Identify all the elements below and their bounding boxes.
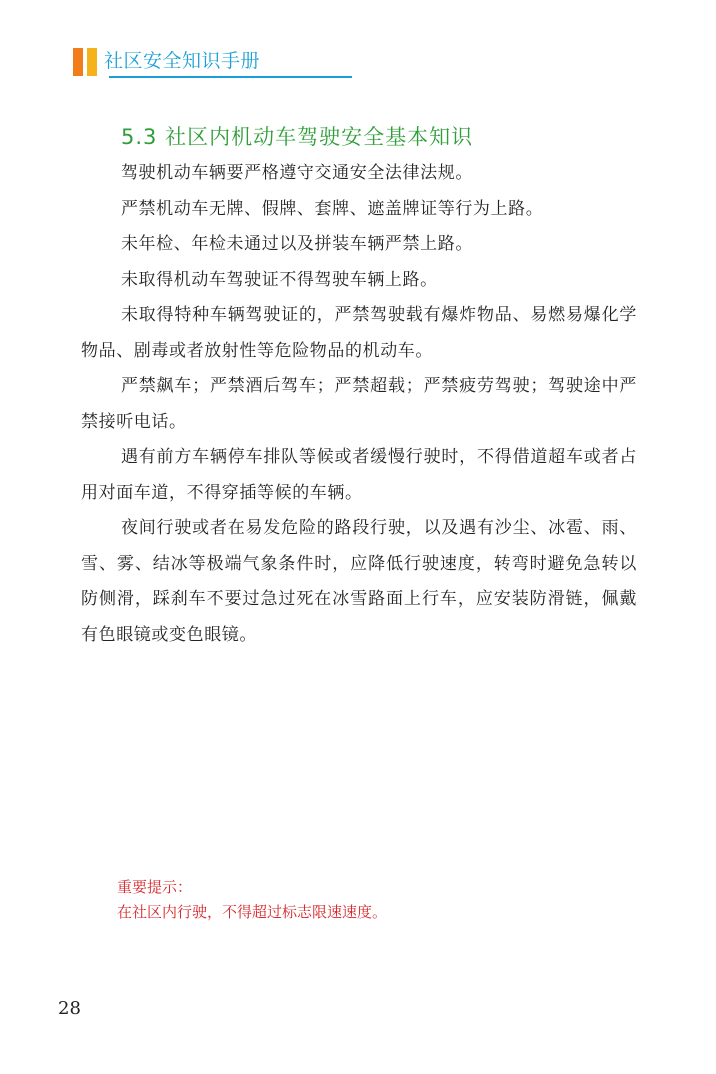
- paragraph: 严禁机动车无牌、假牌、套牌、遮盖牌证等行为上路。: [120, 198, 544, 219]
- paragraph: 夜间行驶或者在易发危险的路段行驶，以及遇有沙尘、冰雹、雨、雪、雾、结冰等极端气象条件时，应降低行驶速度，转弯时避免急转以防侧滑，踩刹车不要过急过死在冰雪路面上行车，应安装防滑链，佩戴有色眼镜或变色眼镜。: [81, 518, 637, 645]
- tip-text: 在社区内行驶，不得超过标志限速速度。: [117, 903, 388, 921]
- page-number: 28: [58, 998, 81, 1019]
- important-tip: [117, 875, 387, 925]
- paragraph: 未取得特种车辆驾驶证的，严禁驾驶载有爆炸物品、易燃易爆化学物品、剧毒或者放射性等危险物品的机动车。: [81, 305, 637, 361]
- paragraph: 未年检、年检未通过以及拼装车辆严禁上路。: [120, 234, 473, 254]
- header-yellow-bar: [87, 48, 97, 76]
- paragraph: 遇有前方车辆停车排队等候或者缓慢行驶时，不得借道超车或者占用对面车道，不得穿插等候的车辆。: [81, 447, 637, 503]
- paragraph: 未取得机动车驾驶证不得驾驶车辆上路。: [120, 269, 438, 290]
- header-orange-bar: [73, 48, 83, 76]
- paragraph: 驾驶机动车辆要严格遵守交通安全法律法规。: [120, 163, 473, 183]
- body-text: [81, 156, 637, 653]
- header-title: 社区安全知识手册: [104, 50, 261, 72]
- section-title: 5.3 社区内机动车驾驶安全基本知识: [121, 125, 474, 149]
- tip-label: 重要提示：: [117, 878, 193, 896]
- paragraph: 严禁飙车；严禁酒后驾车；严禁超载；严禁疲劳驾驶；驾驶途中严禁接听电话。: [81, 376, 637, 432]
- header-underline: [109, 76, 352, 78]
